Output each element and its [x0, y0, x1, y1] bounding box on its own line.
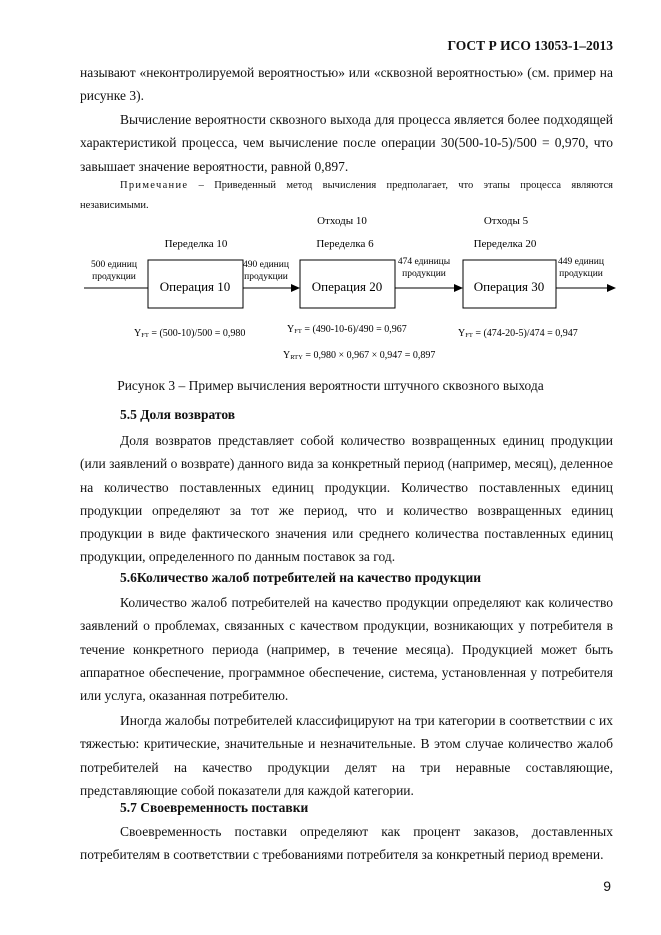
note-label: Примечание	[120, 180, 189, 191]
figure-caption: Рисунок 3 – Пример вычисления вероятности штучного сквозного выхода	[117, 378, 544, 393]
section-5-7-text: Своевременность поставки определяют как процент заказов, доставленных потребителям в соответствии с требованиями потребителя за конкретный период времени.	[80, 824, 613, 863]
flow2-label-line2: продукции	[402, 269, 446, 279]
yield-symbol-2: Y	[287, 324, 295, 335]
section-5-5-title: 5.5 Доля возвратов	[120, 407, 236, 422]
rework-label-1: Переделка 10	[164, 238, 228, 250]
yield-formula-3	[458, 328, 578, 339]
process-diagram	[0, 210, 661, 370]
note-text: – Приведенный метод вычисления предполагает, что этапы процесса являются независимыми.	[80, 180, 613, 211]
page-number: 9	[603, 878, 611, 894]
input-label-line1: 500 единиц	[91, 260, 137, 270]
flow2-label-line1: 474 единицы	[397, 257, 451, 267]
rty-subscript: RTY	[290, 354, 303, 361]
yield-subscript-2: FT	[294, 328, 302, 335]
yield-formula-1	[134, 328, 245, 339]
section-5-6-text-2: Иногда жалобы потребителей классифицируют на три категории в соответствии с их тяжестью: критические, значительные и незначительные. В этом случае количество жалоб потребителей на качество продукции делят на три неравные составляющие, представляющие собой показатели для каждой категории.	[80, 713, 613, 798]
output-label-line2: продукции	[559, 269, 603, 279]
waste-label-2: Отходы 5	[483, 215, 529, 227]
paragraph-yield: Вычисление вероятности сквозного выхода для процесса является более подходящей характеристикой процесса, чем вычисление после операции 30(500-10-5)/500 = 0,970, что завышает значение вероятности, равной 0,897.	[80, 112, 613, 174]
operation-label-30: Операция 30	[473, 279, 545, 294]
waste-label-1: Отходы 10	[317, 215, 367, 227]
yield-subscript-3: FT	[465, 332, 473, 339]
rework-label-2: Переделка 6	[316, 238, 374, 250]
operation-label-20: Операция 20	[311, 279, 383, 294]
section-5-6-text-1: Количество жалоб потребителей на качество продукции определяют как количество заявлений о проблемах, связанных с качеством продукции, возникающих у потребителя в течение конкретного периода (например, в течение месяца). Продукцией может быть аппаратное обеспечение, программное обеспечение, система, установленная у потребителя или услуга, оказанная потребителю.	[80, 595, 613, 704]
yield-symbol-1: Y	[134, 328, 142, 339]
rty-formula	[283, 350, 435, 361]
rty-symbol: Y	[283, 350, 291, 361]
output-label-line1: 449 единиц	[558, 257, 604, 267]
operation-label-10: Операция 10	[159, 279, 231, 294]
flow1-label-line2: продукции	[244, 272, 288, 282]
flow1-label-line1: 490 единиц	[243, 260, 289, 270]
section-5-6-title: 5.6Количество жалоб потребителей на качество продукции	[120, 570, 481, 585]
input-label-line2: продукции	[92, 272, 136, 282]
yield-value-3: = (474-20-5)/474 = 0,947	[472, 328, 578, 339]
yield-subscript-1: FT	[141, 332, 149, 339]
yield-value-2: = (490-10-6)/490 = 0,967	[301, 324, 407, 335]
section-5-5-text: Доля возвратов представляет собой количество возвращенных единиц продукции (или заявлений о возврате) данного вида за конкретный период (например, месяц), деленное на количество поставленных единиц продукции. Количество поставленных единиц продукции определяют за тот же период, что и количество возвращенных единиц продукции в виде фактического значения или среднего количества поставленных единиц продукции, определенного по данным поставок за год.	[80, 433, 613, 565]
yield-value-1: = (500-10)/500 = 0,980	[148, 328, 246, 339]
paragraph-continuation: называют «неконтролируемой вероятностью» или «сквозной вероятностью» (см. пример на рисунке 3).	[80, 65, 613, 104]
document-header: ГОСТ Р ИСО 13053-1–2013	[447, 38, 613, 53]
yield-symbol-3: Y	[458, 328, 466, 339]
rework-label-3: Переделка 20	[473, 238, 537, 250]
rty-value: = 0,980 × 0,967 × 0,947 = 0,897	[302, 350, 436, 361]
yield-formula-2	[287, 324, 407, 335]
section-5-7-title: 5.7 Своевременность поставки	[120, 800, 309, 815]
